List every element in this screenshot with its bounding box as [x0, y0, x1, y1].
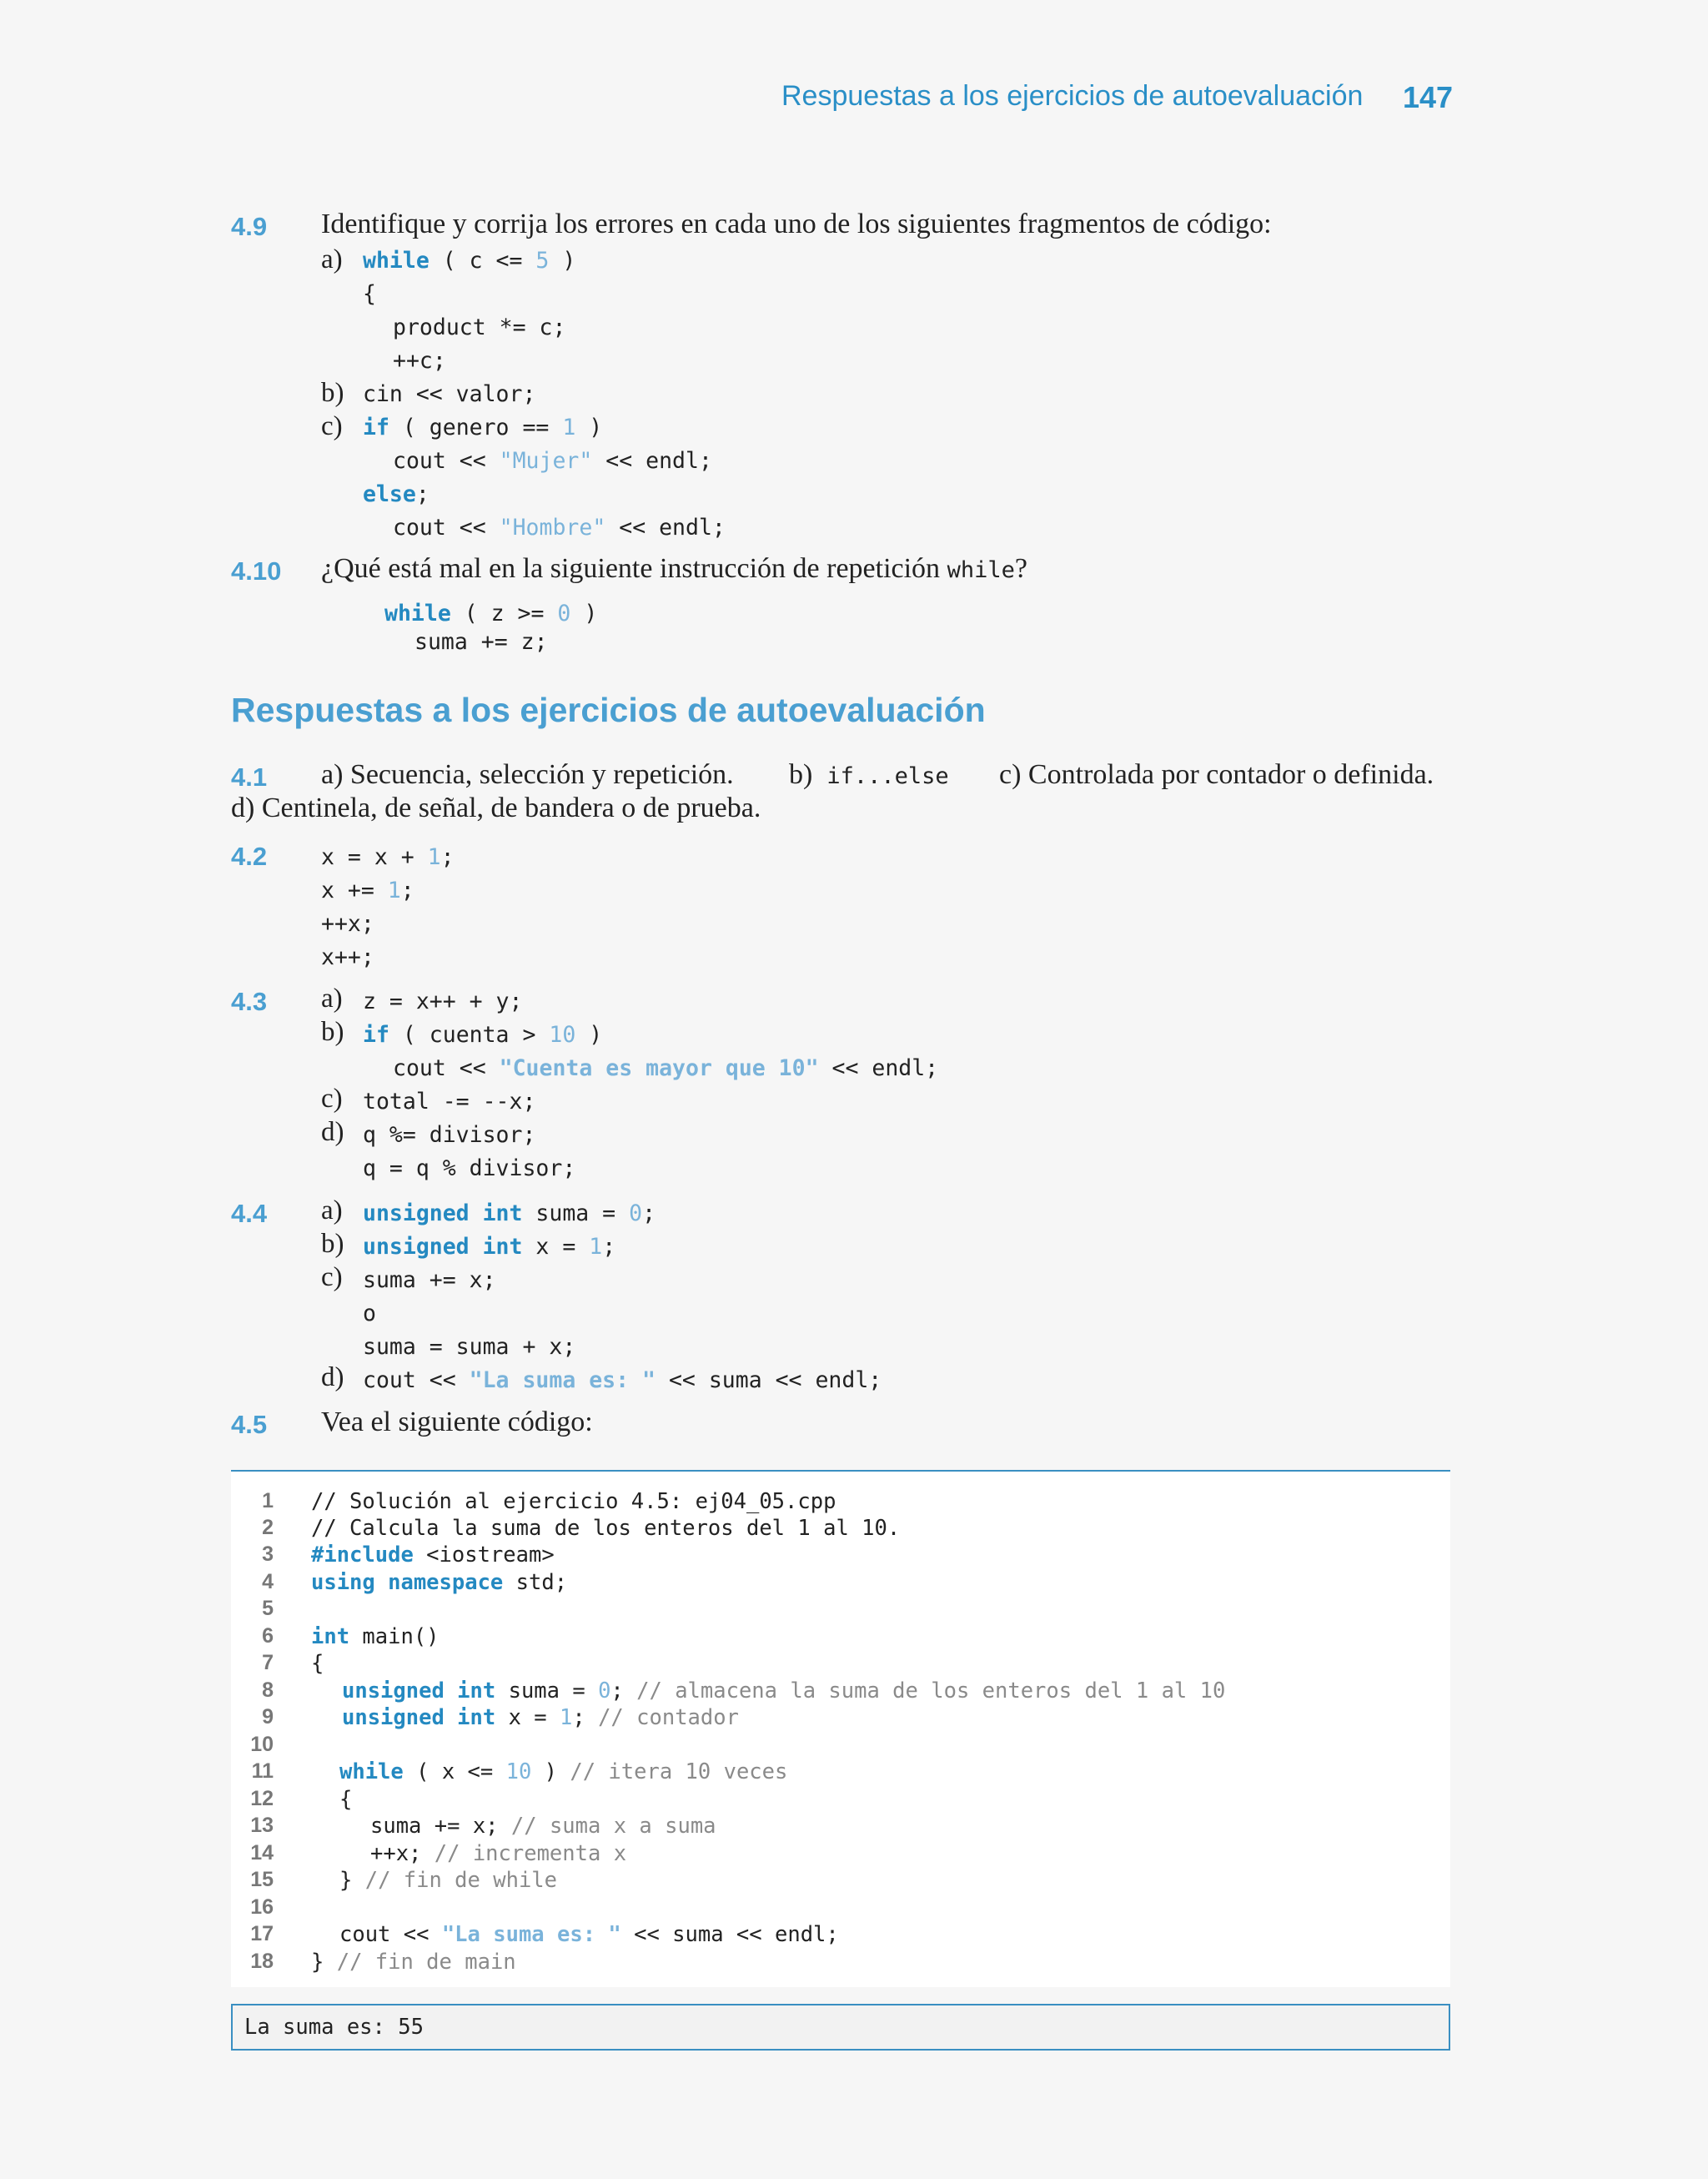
- code-line: unsigned int x = 1;: [363, 1234, 616, 1260]
- item-label: c): [321, 1262, 343, 1292]
- code-line: unsigned int suma = 0;: [363, 1200, 656, 1226]
- item-label: a): [321, 1195, 343, 1225]
- line-number: 5: [262, 1597, 274, 1620]
- answer-number-4-5: 4.5: [231, 1410, 268, 1439]
- line-number: 4: [262, 1570, 274, 1593]
- code-line: z = x++ + y;: [363, 989, 523, 1014]
- item-label: b): [321, 1229, 344, 1259]
- item-label: c): [321, 411, 343, 441]
- answer-number-4-3: 4.3: [231, 987, 268, 1016]
- line-number: 10: [250, 1733, 274, 1756]
- item-label: a): [321, 984, 343, 1014]
- line-number: 15: [250, 1868, 274, 1891]
- code-line: cout << "La suma es: " << suma << endl;: [363, 1367, 882, 1393]
- program-output-box: [231, 2004, 1450, 2051]
- line-number: 14: [250, 1841, 274, 1864]
- item-label: d): [321, 1117, 344, 1147]
- section-heading: Respuestas a los ejercicios de autoevaluación: [231, 691, 986, 729]
- program-line: while ( x <= 10 ) // itera 10 veces: [339, 1759, 788, 1784]
- code-line: suma += x;: [363, 1267, 496, 1293]
- code-line: while ( c <= 5 ): [363, 248, 576, 274]
- answer-4-1-a: a) Secuencia, selección y repetición.: [321, 759, 734, 790]
- program-line: cout << "La suma es: " << suma << endl;: [339, 1922, 839, 1947]
- code-line: product *= c;: [393, 315, 566, 340]
- code-line: suma = suma + x;: [363, 1334, 576, 1360]
- code-line: x += 1;: [321, 878, 414, 903]
- program-line: {: [339, 1787, 353, 1812]
- code-line: if ( cuenta > 10 ): [363, 1022, 603, 1048]
- program-line: } // fin de while: [339, 1868, 558, 1893]
- item-label: c): [321, 1084, 343, 1114]
- page-number: 147: [1403, 80, 1454, 114]
- line-number: 6: [262, 1624, 274, 1648]
- code-line: x++;: [321, 944, 374, 970]
- program-line: #include <iostream>: [311, 1542, 555, 1568]
- line-number: 8: [262, 1678, 274, 1702]
- code-line: if ( genero == 1 ): [363, 415, 603, 440]
- program-line: // Solución al ejercicio 4.5: ej04_05.cpp: [311, 1489, 836, 1514]
- program-line: {: [311, 1651, 324, 1676]
- program-line: using namespace std;: [311, 1570, 568, 1595]
- exercise-number-4-9: 4.9: [231, 212, 268, 241]
- code-line: total -= --x;: [363, 1089, 536, 1115]
- exercise-number-4-10: 4.10: [231, 556, 282, 586]
- program-line: ++x; // incrementa x: [370, 1841, 627, 1866]
- running-title: Respuestas a los ejercicios de autoevaluación: [781, 80, 1364, 112]
- item-label: a): [321, 244, 343, 274]
- line-number: 17: [250, 1922, 274, 1945]
- code-line: ++c;: [393, 348, 446, 374]
- program-output: La suma es: 55: [244, 2015, 424, 2040]
- code-line: {: [363, 281, 376, 307]
- code-line: o: [363, 1301, 376, 1326]
- answer-number-4-2: 4.2: [231, 842, 268, 871]
- line-number: 2: [262, 1516, 274, 1539]
- code-line: cin << valor;: [363, 381, 536, 407]
- answer-4-5-text: Vea el siguiente código:: [321, 1407, 593, 1437]
- answer-number-4-4: 4.4: [231, 1199, 268, 1228]
- program-line: suma += x; // suma x a suma: [370, 1814, 716, 1839]
- line-number: 12: [250, 1787, 274, 1810]
- code-line: while ( z >= 0 ): [384, 601, 598, 627]
- answer-number-4-1: 4.1: [231, 762, 268, 792]
- program-line: int main(): [311, 1624, 440, 1649]
- answer-4-1-b: b) if...else: [789, 759, 949, 790]
- exercise-4-10-text: ¿Qué está mal en la siguiente instrucción de repetición while?: [321, 553, 1027, 584]
- code-line: x = x + 1;: [321, 844, 455, 870]
- line-number: 9: [262, 1705, 274, 1729]
- program-line: } // fin de main: [311, 1950, 516, 1975]
- answer-4-1-c: c) Controlada por contador o definida.: [999, 759, 1434, 790]
- item-label: b): [321, 1017, 344, 1047]
- code-line: q = q % divisor;: [363, 1155, 576, 1181]
- program-line: unsigned int suma = 0; // almacena la suma de los enteros del 1 al 10: [342, 1678, 1226, 1703]
- code-line: ++x;: [321, 911, 374, 937]
- line-number: 3: [262, 1542, 274, 1566]
- line-number: 13: [250, 1814, 274, 1837]
- code-line: q %= divisor;: [363, 1122, 536, 1148]
- program-line: // Calcula la suma de los enteros del 1 al 10.: [311, 1516, 901, 1541]
- code-line: else;: [363, 481, 430, 507]
- answer-4-1-d: d) Centinela, de señal, de bandera o de prueba.: [231, 793, 761, 823]
- item-label: b): [321, 378, 344, 408]
- line-number: 18: [250, 1950, 274, 1973]
- item-label: d): [321, 1362, 344, 1392]
- line-number: 11: [251, 1759, 274, 1783]
- program-line: unsigned int x = 1; // contador: [342, 1705, 739, 1730]
- code-line: suma += z;: [414, 629, 548, 655]
- code-line: cout << "Mujer" << endl;: [393, 448, 712, 474]
- line-number: 1: [262, 1489, 274, 1512]
- line-number: 7: [262, 1651, 274, 1674]
- code-line: cout << "Hombre" << endl;: [393, 515, 726, 541]
- line-number: 16: [250, 1895, 274, 1919]
- exercise-4-9-text: Identifique y corrija los errores en cada uno de los siguientes fragmentos de código:: [321, 209, 1272, 239]
- code-line: cout << "Cuenta es mayor que 10" << endl;: [393, 1055, 939, 1081]
